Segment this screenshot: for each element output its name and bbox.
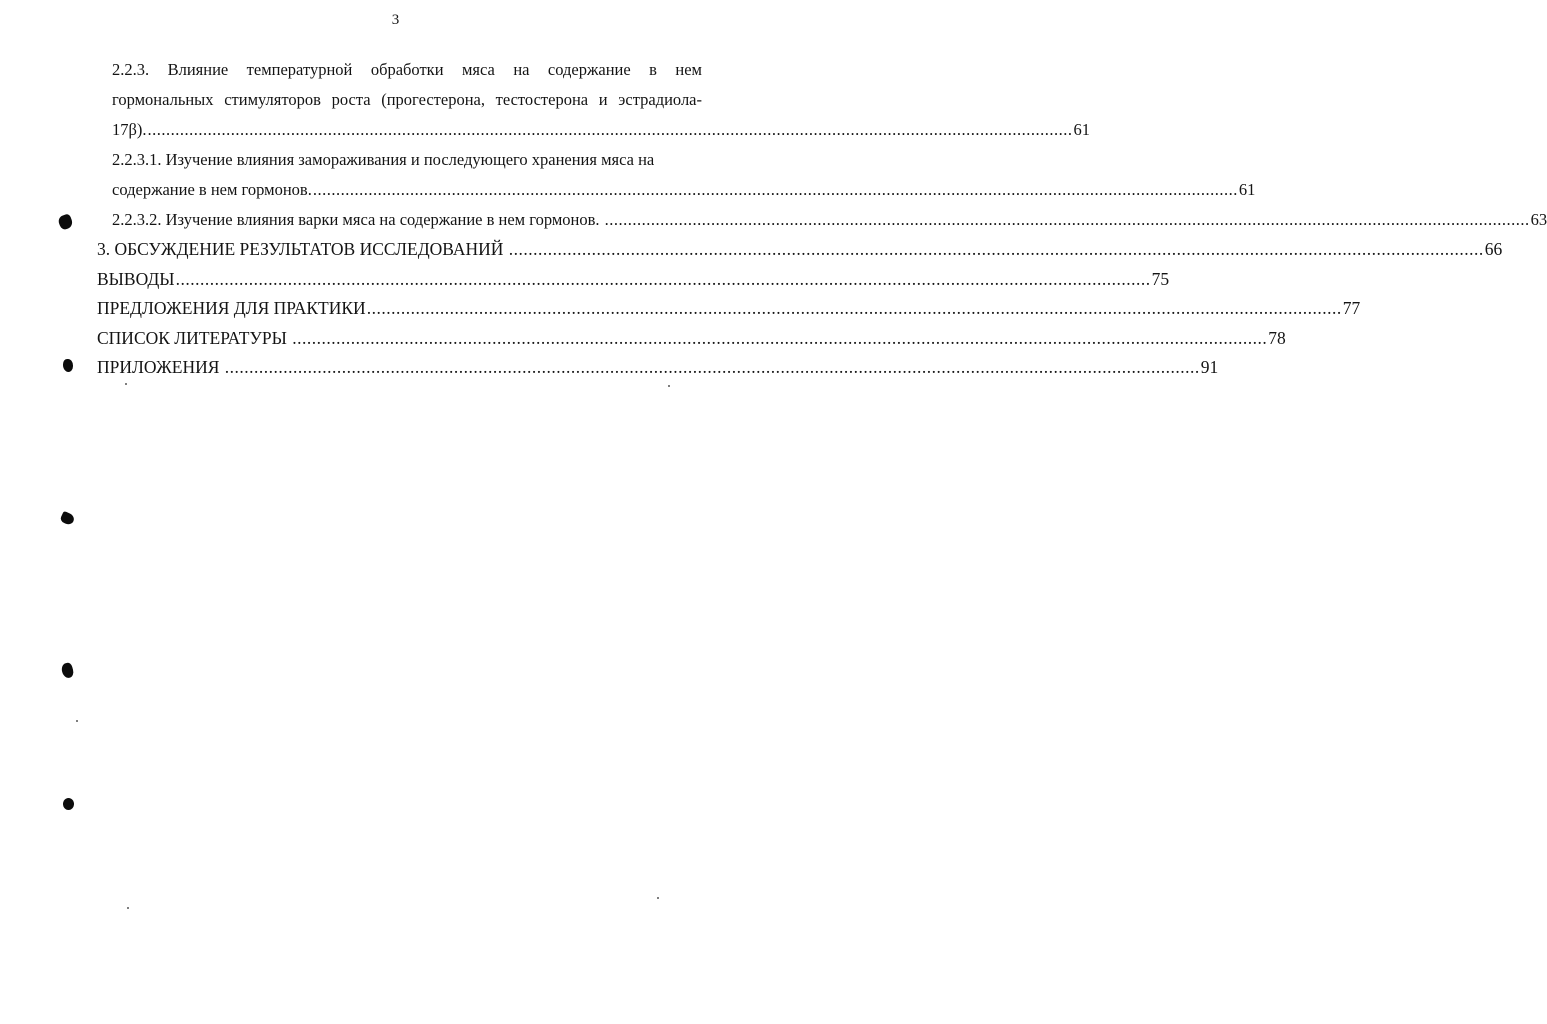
- toc-page-number: 78: [1268, 328, 1286, 348]
- toc-entry-title: 3. ОБСУЖДЕНИЕ РЕЗУЛЬТАТОВ ИССЛЕДОВАНИЙ: [97, 239, 508, 259]
- toc-entry-2-2-3-2: [112, 210, 1547, 230]
- scan-speck: [125, 383, 127, 385]
- toc-entry-2-2-3-1-line2: [112, 180, 1256, 200]
- toc-page-number: 75: [1151, 269, 1170, 289]
- scan-speck: [668, 385, 670, 387]
- toc-entry-2-2-3-line2: гормональных стимуляторов роста (прогестерона, тестостерона и эстрадиола-: [112, 90, 702, 109]
- toc-page-number: 61: [1073, 120, 1091, 139]
- toc-entry-title: ПРИЛОЖЕНИЯ: [97, 357, 224, 377]
- toc-entry-title: содержание в нем гормонов.: [112, 180, 312, 199]
- dot-leader: ........................................................................................................................................................................................................: [366, 298, 1342, 318]
- toc-page-number: 91: [1200, 357, 1219, 377]
- dot-leader: ........................................................................................................................................................................................................: [604, 210, 1530, 229]
- binder-hole-mark: [63, 359, 73, 372]
- dot-leader: ........................................................................................................................................................................................................: [292, 328, 1268, 348]
- toc-page-number: 66: [1484, 239, 1503, 259]
- dot-leader: ........................................................................................................................................................................................................: [147, 120, 1073, 139]
- dot-leader: ........................................................................................................................................................................................................: [508, 239, 1484, 259]
- binder-hole-mark: [63, 798, 74, 810]
- toc-entry-title: 17β).: [112, 120, 147, 139]
- toc-entry-title: СПИСОК ЛИТЕРАТУРЫ: [97, 328, 292, 348]
- toc-entry-title: 2.2.3.2. Изучение влияния варки мяса на содержание в нем гормонов.: [112, 210, 604, 229]
- binder-hole-mark: [57, 213, 74, 231]
- toc-entry-2-2-3-1-line1: 2.2.3.1. Изучение влияния замораживания и последующего хранения мяса на: [112, 150, 655, 169]
- dot-leader: ........................................................................................................................................................................................................: [175, 269, 1151, 289]
- binder-hole-mark: [59, 511, 75, 526]
- toc-page-number: 63: [1530, 210, 1547, 229]
- toc-entry-appendices: [97, 357, 1219, 378]
- toc-entry-3: [97, 239, 1503, 260]
- scan-speck: [76, 720, 78, 722]
- toc-entry-2-2-3-line1: 2.2.3. Влияние температурной обработки мяса на содержание в нем: [112, 60, 702, 79]
- toc-entry-references: [97, 328, 1286, 349]
- binder-hole-mark: [60, 662, 75, 679]
- toc-entry-2-2-3-line3: [112, 120, 1091, 140]
- toc-entry-title: ПРЕДЛОЖЕНИЯ ДЛЯ ПРАКТИКИ: [97, 298, 366, 318]
- toc-entry-conclusions: [97, 269, 1170, 290]
- scan-speck: [657, 897, 659, 899]
- scan-speck: [127, 907, 129, 909]
- page-number: 3: [391, 12, 400, 28]
- toc-page-number: 77: [1342, 298, 1361, 318]
- toc-entry-proposals: [97, 298, 1361, 319]
- dot-leader: ........................................................................................................................................................................................................: [312, 180, 1238, 199]
- toc-entry-title: ВЫВОДЫ: [97, 269, 175, 289]
- dot-leader: ........................................................................................................................................................................................................: [224, 357, 1200, 377]
- toc-page-number: 61: [1238, 180, 1256, 199]
